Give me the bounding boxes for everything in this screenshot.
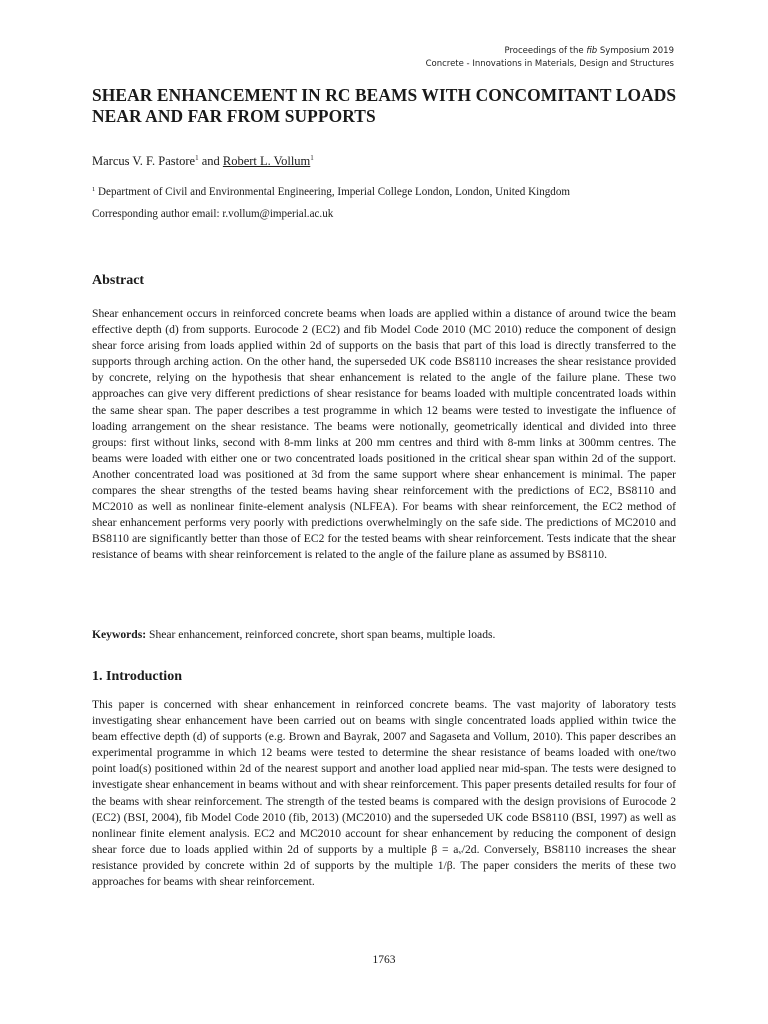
abstract-heading: Abstract (92, 273, 145, 288)
paper-title: SHEAR ENHANCEMENT IN RC BEAMS WITH CONCOMITANT LOADS NEAR AND FAR FROM SUPPORTS (92, 85, 677, 126)
corresponding-author-name: Robert L. Vollum (222, 154, 311, 168)
proceedings-header: Proceedings of the fib Symposium 2019 (504, 46, 674, 56)
affiliation: $^1$ Department of Civil and Environmental Engineering, Imperial College London, London, United Kingdom (92, 186, 571, 198)
introduction-text: This paper is concerned with shear enhancement in reinforced concrete beams. The vast majority of laboratory tests investigating shear enhancement have been carried out on beams with single concentrated loads applied within twice the beam effective depth (d) of supports (e.g. Brown and Bayrak, 2007 and Sagaseta and Vollum, 2010). This paper describes an experimental programme in which 12 beams were tested to determine the shear resistance of beams loaded with one/two point load(s) positioned within 2d of the nearest support and another load applied near mid-span. The tests were designed to investigate shear enhancement in beams without and with shear reinforcement. This paper presents detailed results for four of the beams with shear reinforcement. The strength of the tested beams is compared with the design provisions of Eurocode 2 (EC2) (BSI, 2004), fib Model Code 2010 (fib, 2013) (MC2010) and the superseded UK code BS8110 (BSI, 1997) as well as nonlinear finite element analysis. EC2 and MC2010 account for shear enhancement by reducing the component of design shear force due to loads applied within 2d of supports by a multiple β = aᵥ/2d. Conversely, BS8110 increases the shear resistance provided by concrete within 2d of supports by the multiple 1/β. The paper considers the merits of these two approaches for beams with shear reinforcement. (92, 698, 676, 889)
abstract-text: Shear enhancement occurs in reinforced concrete beams when loads are applied within a distance of around twice the beam effective depth (d) from supports. Eurocode 2 (EC2) and fib Model Code 2010 (MC 2010) reduce the component of design shear force arising from loads applied within 2d of supports on the basis that part of this load is directly transferred to the supports through arching action. On the other hand, the superseded UK code BS8110 increases the shear resistance provided by concrete, relying on the hypothesis that shear enhancement is related to the angle of the failure plane. These two approaches can give very different predictions of shear resistance for beams loaded with multiple concentrated loads within the same shear span. The paper describes a test programme in which 12 beams were tested to investigate the influence of loading arrangement on the shear resistance. The beams were notionally, geometrically identical and divided into three groups: first without links, second with 8-mm links at 200 mm centres and third with 8-mm links at 300mm centres. The beams were loaded with either one or two concentrated loads positioned in the critical shear span within 2d of the support. Another concentrated load was positioned at 3d from the same support where shear enhancement is minimal. The paper compares the shear strengths of the tested beams having shear reinforcement with the predictions of EC2, BS8110 and MC2010 as well as nonlinear finite-element analysis (NLFEA). For beams with shear reinforcement, the EC2 method of shear enhancement performs very poorly with predictions overwhelmingly on the safe side. The predictions of MC2010 and BS8110 are significantly better than those of EC2 for the tested beams with shear reinforcement. Tests indicate that the shear resistance of beams with shear reinforcement is related to the angle of the failure plane as assumed by BS8110. (92, 307, 676, 562)
page-number: 1763 (372, 954, 396, 966)
keywords: Keywords: Shear enhancement, reinforced concrete, short span beams, multiple loads. (92, 628, 496, 641)
conference-subtitle: Concrete - Innovations in Materials, Design and Structures (425, 59, 674, 69)
corresponding-email: Corresponding author email: r.vollum@imperial.ac.uk (92, 208, 334, 220)
author-list: Marcus V. F. Pastore$^1$ and Robert L. Vollum$^1$ (92, 154, 314, 168)
author-name: Marcus V. F. Pastore (92, 154, 196, 168)
introduction-heading: 1. Introduction (92, 669, 182, 684)
